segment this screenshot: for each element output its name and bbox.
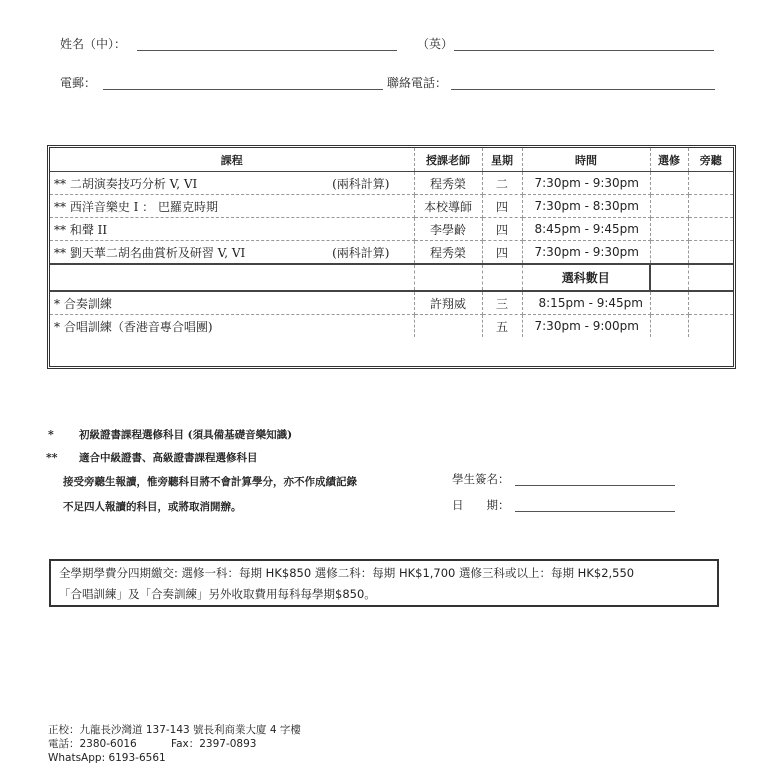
audit-count-field[interactable]: [688, 264, 733, 291]
table-row: [50, 315, 733, 338]
header-audit: 旁聽: [688, 148, 733, 172]
course-cell: [50, 241, 414, 265]
name-cn-field[interactable]: [137, 38, 397, 51]
name-en-field[interactable]: [454, 38, 714, 51]
course-name: ** 西洋音樂史 I ： 巴羅克時期: [54, 199, 218, 214]
footer-whatsapp: WhatsApp: 6193-6561: [48, 752, 166, 764]
star2-mark: **: [46, 451, 58, 464]
elective-checkbox-cell[interactable]: [650, 172, 688, 195]
audit-checkbox-cell[interactable]: [688, 291, 733, 315]
course-cell: * 合唱訓練（香港音專合唱團): [50, 315, 414, 338]
course-cell: [50, 172, 414, 195]
course-name: ** 和聲 II: [54, 222, 108, 237]
time-cell: 8:15pm - 9:45pm: [522, 291, 650, 315]
course-count-field[interactable]: [650, 264, 688, 291]
time-cell: 7:30pm - 9:30pm: [522, 241, 650, 265]
elective-checkbox-cell[interactable]: [650, 241, 688, 265]
elective-checkbox-cell[interactable]: [650, 315, 688, 338]
teacher-cell: 程秀榮: [414, 172, 482, 195]
header-day: 星期: [482, 148, 522, 172]
fee-line-1: 全學期學費分四期繳交: 選修一科：每期 HK$850 選修二科：每期 HK$1,700 選修三科或以上：每期 HK$2,550: [59, 566, 635, 580]
email-field[interactable]: [103, 77, 383, 90]
empty-cell: [50, 264, 414, 291]
day-cell: 四: [482, 218, 522, 241]
table-row: [50, 195, 733, 218]
table-row: [50, 172, 733, 195]
course-count-label: 選科數目: [522, 264, 650, 291]
elective-checkbox-cell[interactable]: [650, 291, 688, 315]
teacher-cell: 程秀榮: [414, 241, 482, 265]
time-cell: 7:30pm - 8:30pm: [522, 195, 650, 218]
header-teacher: 授課老師: [414, 148, 482, 172]
header-elective: 選修: [650, 148, 688, 172]
course-cell: * 合奏訓練: [50, 291, 414, 315]
course-note: (兩科計算): [332, 176, 390, 191]
time-cell: 8:45pm - 9:45pm: [522, 218, 650, 241]
fee-line-2: 「合唱訓練」及「合奏訓練」另外收取費用每科每學期$850。: [59, 587, 376, 601]
table-row: [50, 241, 733, 265]
audit-note: 接受旁聽生報讀，惟旁聽科目將不會計算學分，亦不作成績記錄: [63, 476, 357, 488]
audit-checkbox-cell[interactable]: [688, 172, 733, 195]
course-note: (兩科計算): [332, 245, 390, 260]
course-cell: [50, 218, 414, 241]
star1-mark: *: [48, 428, 54, 441]
footer-fax: Fax：2397-0893: [171, 738, 257, 750]
time-cell: 7:30pm - 9:00pm: [522, 315, 650, 338]
course-name: ** 劉天華二胡名曲賞析及研習 V, VI: [54, 245, 246, 260]
teacher-cell: 李學齡: [414, 218, 482, 241]
footer-phone: 電話：2380-6016: [48, 738, 137, 750]
table-row: [50, 218, 733, 241]
day-cell: 二: [482, 172, 522, 195]
empty-cell: [482, 264, 522, 291]
course-name: ** 二胡演奏技巧分析 V, VI: [54, 176, 198, 191]
audit-checkbox-cell[interactable]: [688, 218, 733, 241]
table-row: [50, 291, 733, 315]
phone-label: 聯絡電話：: [387, 76, 448, 90]
audit-checkbox-cell[interactable]: [688, 195, 733, 218]
star2-text: 適合中級證書、高級證書課程選修科目: [79, 452, 258, 464]
phone-field[interactable]: [451, 77, 715, 90]
day-cell: 四: [482, 241, 522, 265]
cancel-note: 不足四人報讀的科目，或將取消開辦。: [63, 501, 242, 513]
fee-info-box: [49, 559, 719, 607]
course-cell: [50, 195, 414, 218]
course-count-row: [50, 264, 733, 291]
audit-checkbox-cell[interactable]: [688, 315, 733, 338]
empty-cell: [414, 264, 482, 291]
teacher-cell: 本校導師: [414, 195, 482, 218]
date-label: 日 期：: [452, 498, 510, 512]
audit-checkbox-cell[interactable]: [688, 241, 733, 265]
header-course: 課程: [50, 148, 414, 172]
footer-address: 正校：九龍長沙灣道 137-143 號長利商業大廈 4 字樓: [48, 724, 301, 736]
name-en-label: （英）: [417, 37, 454, 51]
elective-checkbox-cell[interactable]: [650, 195, 688, 218]
elective-checkbox-cell[interactable]: [650, 218, 688, 241]
date-field[interactable]: [515, 499, 675, 512]
email-label: 電郵：: [60, 76, 97, 90]
time-cell: 7:30pm - 9:30pm: [522, 172, 650, 195]
signature-field[interactable]: [515, 473, 675, 486]
day-cell: 四: [482, 195, 522, 218]
header-time: 時間: [522, 148, 650, 172]
teacher-cell: 許翔威: [414, 291, 482, 315]
name-cn-label: 姓名（中）：: [60, 37, 127, 51]
teacher-cell: [414, 315, 482, 338]
course-table: [47, 145, 736, 369]
table-header-row: [50, 148, 733, 172]
day-cell: 三: [482, 291, 522, 315]
signature-label: 學生簽名：: [452, 472, 510, 486]
day-cell: 五: [482, 315, 522, 338]
star1-text: 初級證書課程選修科目 (須具備基礎音樂知識): [79, 429, 293, 441]
